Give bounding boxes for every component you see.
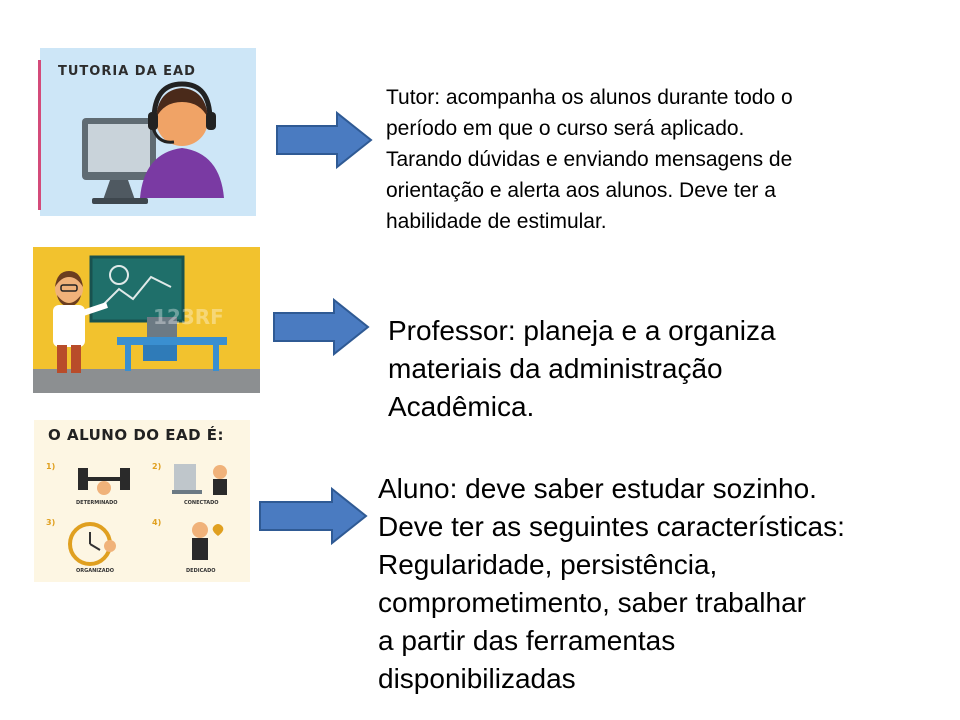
clock-icon <box>64 520 124 570</box>
dumbbell-icon <box>74 460 134 500</box>
arrow-right-icon <box>275 110 375 170</box>
arrow-right-icon <box>258 486 370 546</box>
tutor-image-edge <box>38 60 41 210</box>
arrow-right-icon <box>272 297 372 357</box>
professor-image-watermark: 123RF <box>153 305 224 329</box>
tutor-image <box>40 48 256 216</box>
aluno-item-number: 2) <box>152 462 162 471</box>
aluno-item-label: DEDICADO <box>186 568 216 574</box>
tutor-image-title: TUTORIA DA EAD <box>58 64 196 79</box>
aluno-image <box>34 420 250 582</box>
aluno-item-number: 4) <box>152 518 162 527</box>
aluno-item-number: 1) <box>46 462 56 471</box>
aluno-item-number: 3) <box>46 518 56 527</box>
professor-illustration <box>33 247 260 393</box>
tutor-illustration <box>40 48 256 216</box>
professor-image <box>33 247 260 393</box>
tutor-description: Tutor: acompanha os alunos durante todo o período em que o curso será aplicado. Tarando dúvidas e enviando mensagens de orientação e alerta aos alunos. Deve ter a habilidade de estimular. <box>386 86 793 233</box>
professor-description: Professor: planeja e a organiza materiais da administração Acadêmica. <box>388 315 776 422</box>
aluno-item-label: CONECTADO <box>184 500 219 506</box>
aluno-description: Aluno: deve saber estudar sozinho. Deve ter as seguintes características: Regularidade, persistência, comprometimento, saber trabalhar a partir das ferramentas disponibilizadas <box>378 473 845 694</box>
aluno-image-title: O ALUNO DO EAD É: <box>48 426 225 444</box>
person-icon <box>180 518 230 568</box>
aluno-item-label: ORGANIZADO <box>76 568 115 574</box>
aluno-item-label: DETERMINADO <box>76 500 118 506</box>
laptop-icon <box>170 456 240 500</box>
